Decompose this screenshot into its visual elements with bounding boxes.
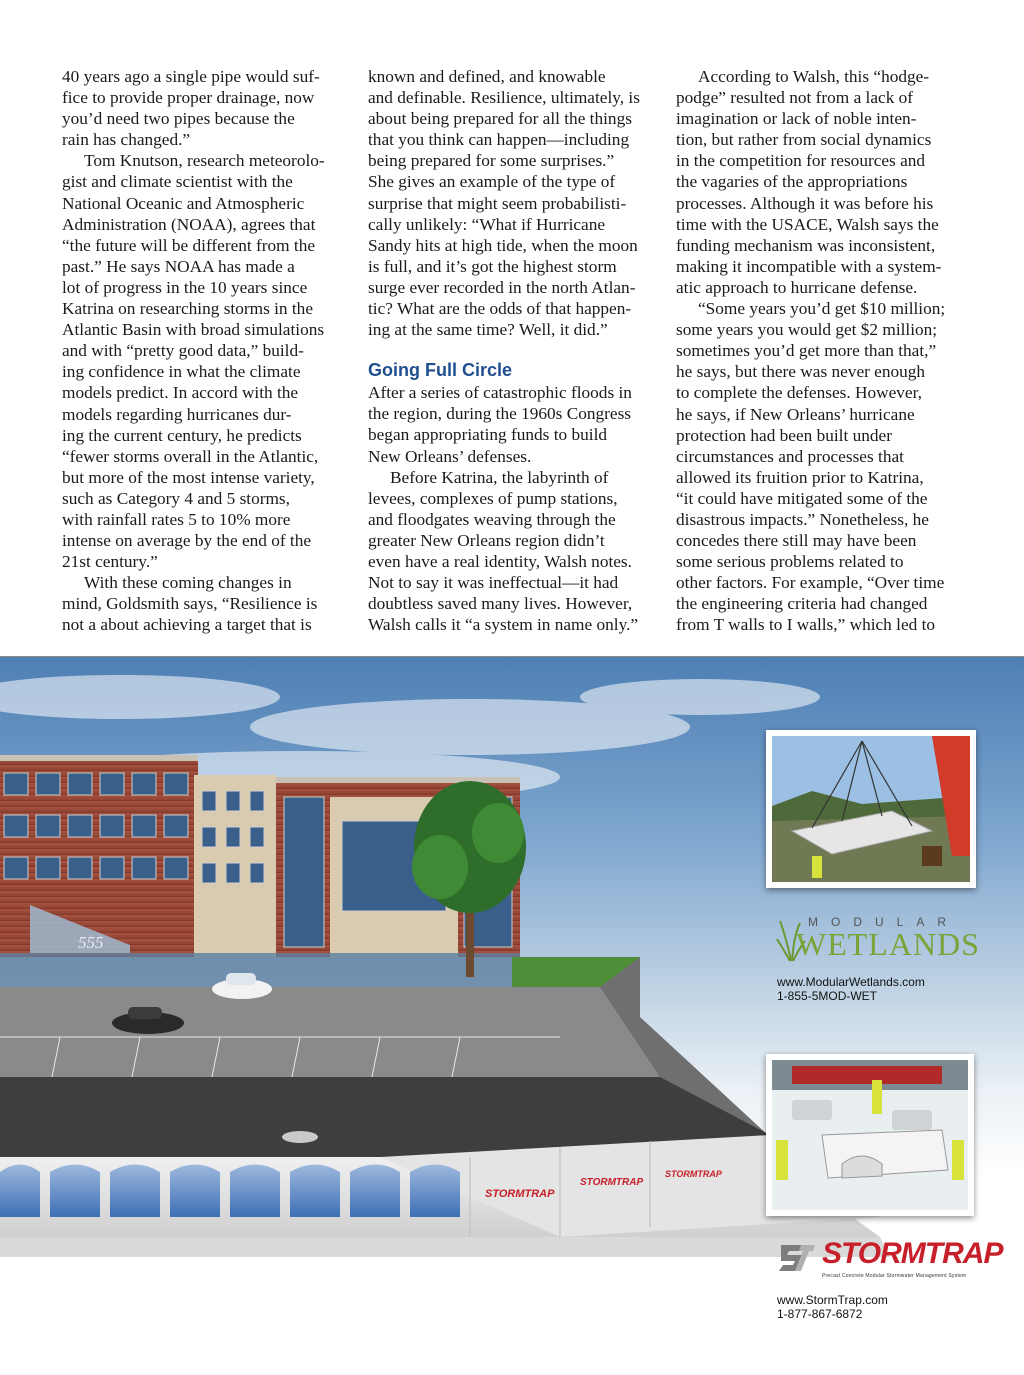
- stormtrap-url[interactable]: www.StormTrap.com: [777, 1293, 888, 1307]
- manhole: [282, 1131, 318, 1143]
- stormtrap-mark: STORMTRAP: [665, 1169, 722, 1179]
- stormtrap-phone: 1-877-867-6872: [777, 1307, 863, 1321]
- article-column-2: [368, 66, 653, 635]
- paragraph: After a series of catastrophic floods in the region, during the 1960s Congress began appropriating funds to build New Orleans’ defenses.: [368, 383, 632, 466]
- article-column-3: [676, 66, 962, 636]
- logo-tagline: Precast Concrete Modular Stormwater Management System: [822, 1273, 967, 1279]
- stormtrap-mark: STORMTRAP: [485, 1188, 555, 1200]
- modular-wetlands-url[interactable]: www.ModularWetlands.com: [777, 975, 925, 989]
- article-column-1: [62, 66, 345, 636]
- building-number: 555: [78, 933, 104, 952]
- logo-text-stormtrap: STORMTRAP: [822, 1237, 1003, 1270]
- advertisement: [0, 657, 1024, 1375]
- section-heading: Going Full Circle: [368, 360, 513, 381]
- photo-crane-install: [766, 730, 976, 888]
- photo-workers-chamber: [766, 1054, 974, 1216]
- modular-wetlands-logo: [772, 915, 980, 965]
- modular-wetlands-phone: 1-855-5MOD-WET: [777, 989, 878, 1003]
- stormtrap-st-icon: [777, 1239, 817, 1275]
- paragraph: known and defined, and knowable and definable. Resilience, ultimately, is about being prepared for all the things that you think can happen—including being prepared for some surprises.” She gives an example of the type of surprise that might seem probabilisti- cally unlikely: “What if Hurricane Sandy hits at high tide, when the moon is full, and it’s got the highest storm surge ever recorded in the north Atlan- tic? What are the odds of that happen- ing at the same time? Well, it did.”: [368, 67, 640, 340]
- paragraph: 40 years ago a single pipe would suf- fice to provide proper drainage, now you’d need two pipes because the rain has changed.”: [62, 67, 320, 150]
- logo-text-wetlands: WETLANDS: [796, 926, 980, 962]
- paragraph: “Some years you’d get $10 million; some years you would get $2 million; sometimes you’d get more than that,” he says, but there was never enough to complete the defenses. However, he says, if New Orleans’ hurricane protection had been built under circumstances and processes that allowed its fruition prior to Katrina, “it could have mitigated some of the disastrous impacts.” Nonetheless, he concedes there still may have been some serious problems related to other factors. For example, “Over time the engineering criteria had changed from T walls to I walls,” which led to: [676, 299, 946, 635]
- paragraph: With these coming changes in mind, Goldsmith says, “Resilience is not a about achieving a target that is: [62, 573, 318, 635]
- logo-text-modular: MODULAR: [808, 915, 960, 929]
- paragraph: Before Katrina, the labyrinth of levees, complexes of pump stations, and floodgates weaving through the greater New Orleans region didn’t even have a real identity, Walsh notes. Not to say it was ineffectual—it had doubtless saved many lives. However, Walsh calls it “a system in name only.”: [368, 467, 639, 635]
- stormtrap-logo: [777, 1237, 1003, 1287]
- paragraph: Tom Knutson, research meteorolo- gist and climate scientist with the National Oceanic and Atmospheric Administration (NOAA), agrees that “the future will be different from the past.” He says NOAA has made a lot of progress in the 10 years since Katrina on researching storms in the Atlantic Basin with broad simulations and with “pretty good data,” build- ing confidence in what the climate models predict. In accord with the models regarding hurricanes dur- ing the current century, he predicts “fewer storms overall in the Atlantic, but more of the most intense variety, such as Category 4 and 5 storms, with rainfall rates 5 to 10% more intense on average by the end of the 21st century.”: [62, 151, 325, 572]
- stormtrap-mark: STORMTRAP: [580, 1177, 644, 1188]
- paragraph: According to Walsh, this “hodge- podge” resulted not from a lack of imagination or lack of noble inten- tion, but rather from social dynamics in the competition for resources and the vagaries of the appropriations processes. Although it was before his time with the USACE, Walsh says the funding mechanism was inconsistent, making it incompatible with a system- atic approach to hurricane defense.: [676, 67, 942, 297]
